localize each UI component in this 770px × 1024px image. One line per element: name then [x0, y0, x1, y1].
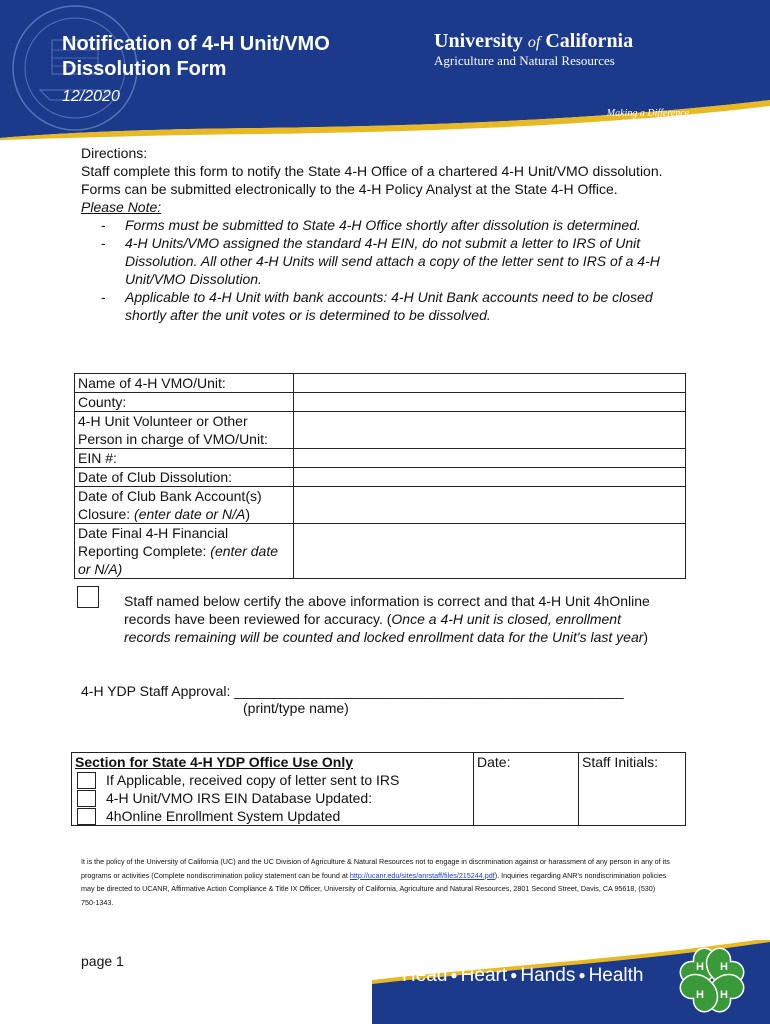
org-tagline [606, 108, 690, 130]
directions-body: Staff complete this form to notify the State 4-H Office of a chartered 4-H Unit/VMO dissolution. Forms can be submitted electronically to the 4-H Policy Analyst at the State 4-H Office. [81, 163, 663, 197]
table-row [75, 449, 686, 468]
field-label [75, 487, 294, 524]
office-initials-label: Staff Initials: [582, 754, 659, 770]
field-label-text: Date of Club Bank Account(s) Closure: [78, 488, 262, 522]
nondiscrimination-policy [81, 855, 671, 909]
policy-text-after: ). Inquiries regarding ANR's nondiscrimination policies may be directed to UCANR, Affirmative Action Compliance & Title IX Officer, University of California, Agriculture and Natural Resources, 2801 Second Street, Davis, CA 95618, (530) 750-1343. [81, 870, 667, 907]
table-row [75, 468, 686, 487]
directions-heading: Directions [81, 145, 144, 161]
bank-closure-field[interactable] [294, 487, 686, 524]
notes-list [81, 216, 681, 324]
banner-word: Hands [520, 965, 576, 986]
person-in-charge-field[interactable] [294, 412, 686, 449]
field-label: 4-H Unit Volunteer or Other Person in charge of VMO/Unit: [75, 412, 294, 449]
certification-after: ) [643, 629, 649, 645]
office-item-checkbox[interactable] [77, 808, 96, 825]
policy-link[interactable]: http://ucanr.edu/sites/anrstaff/files/215244.pdf [349, 870, 495, 880]
table-row [75, 487, 686, 524]
field-label [75, 524, 294, 579]
page-number: page 1 [81, 953, 124, 969]
field-label: EIN #: [75, 449, 294, 468]
certification-text [124, 592, 664, 646]
approval-label: 4-H YDP Staff Approval: [81, 683, 235, 699]
note-item: - Forms must be submitted to State 4-H Office shortly after dissolution is determined. [81, 216, 681, 234]
note-heading: Please Note: [81, 199, 162, 215]
table-row [75, 412, 686, 449]
tagline-line2: for California [620, 119, 676, 130]
office-initials-cell[interactable] [579, 753, 686, 826]
note-item: - Applicable to 4-H Unit with bank accounts: 4-H Unit Bank accounts need to be closed shortly after the unit votes or is determined to be dissolved. [81, 288, 681, 324]
field-label-hint: (enter date or N/A [134, 506, 246, 522]
table-row [75, 524, 686, 579]
table-row [75, 393, 686, 412]
org-division: Agriculture and Natural Resources [434, 53, 615, 68]
certification-main: Staff named below certify the above information is correct and that 4-H Unit 4hOnline records have been reviewed for accuracy. ( [124, 593, 650, 627]
office-item [75, 771, 470, 789]
unit-name-field[interactable] [294, 374, 686, 393]
table-row [72, 753, 686, 826]
office-item-checkbox[interactable] [77, 790, 96, 807]
4h-clover-icon [672, 940, 752, 1020]
field-label: Name of 4-H VMO/Unit: [75, 374, 294, 393]
org-name-of: of [527, 34, 541, 51]
directions-section: Directions: Staff complete this form to notify the State 4-H Office of a chartered 4-H Unit/VMO dissolution. Forms can be submitted electronically to the 4-H Policy Analyst at the State 4-H Office. Please Note: - Forms must be submitted to State 4-H Office shortly after dissolution is determined. - 4-H Units/VMO assigned the standard 4-H EIN, do not submit a letter to IRS of Unit Dissolution. All other 4-H Units will send attach a copy of the letter sent to IRS of a 4-H Unit/VMO Dissolution. - Applicable to 4-H Unit with bank accounts: 4-H Unit Bank accounts need to be closed shortly after the unit votes or is determined to be dissolved. [81, 144, 681, 324]
header-banner [0, 0, 770, 140]
office-item [75, 789, 470, 807]
clover-letter: H [720, 961, 728, 973]
field-label-text: Date Final 4-H Financial Reporting Complete: [78, 525, 229, 559]
policy-text: It is the policy of the University of California (UC) and the UC Division of Agriculture & Natural Resources not to engage in discrimination against or harassment of any person in any of its programs or activities (Complete nondiscrimination policy statement can be found at [81, 857, 670, 880]
staff-approval-line[interactable] [81, 682, 624, 700]
bullet-dot: ● [450, 968, 458, 982]
bullet-dot: ● [510, 968, 518, 982]
banner-word: Health [588, 965, 644, 986]
note-item: - 4-H Units/VMO assigned the standard 4-H EIN, do not submit a letter to IRS of Unit Dissolution. All other 4-H Units will send attach a copy of the letter sent to IRS of a 4-H Unit/VMO Dissolution. [81, 234, 681, 288]
banner-word: Head [402, 965, 448, 986]
field-label-after: ) [245, 506, 250, 522]
bullet-dot: ● [578, 968, 586, 982]
banner-word: Heart [460, 965, 508, 986]
approval-signature-line[interactable]: __________________________________________________ [234, 683, 624, 699]
org-name-part2: California [545, 30, 634, 52]
financial-reporting-field[interactable] [294, 524, 686, 579]
table-row [75, 374, 686, 393]
org-name [434, 30, 633, 53]
form-title-line1: Notification of 4-H Unit/VMO [62, 33, 330, 55]
office-items-cell [72, 753, 474, 826]
unit-info-table [74, 373, 686, 579]
form-title-line2: Dissolution Form [62, 58, 227, 80]
head-heart-hands-health [402, 965, 643, 987]
office-item-label: 4hOnline Enrollment System Updated [106, 808, 341, 824]
field-label-hint: (enter date or N/A) [78, 543, 279, 577]
form-date: 12/2020 [62, 88, 120, 105]
office-item-label: 4-H Unit/VMO IRS EIN Database Updated: [106, 790, 373, 806]
office-date-label: Date: [477, 754, 511, 770]
certify-checkbox[interactable] [77, 586, 99, 608]
county-field[interactable] [294, 393, 686, 412]
office-use-table [71, 752, 686, 826]
office-item-label: If Applicable, received copy of letter sent to IRS [106, 772, 400, 788]
certification-italic: Once a 4-H unit is closed, enrollment records remaining will be counted and locked enrollment data for the Unit's last year [124, 611, 644, 645]
ein-field[interactable] [294, 449, 686, 468]
form-title [62, 32, 330, 82]
office-item [75, 807, 470, 825]
tagline-line1: Making a Difference [606, 108, 690, 119]
clover-letter: H [720, 989, 728, 1001]
approval-sublabel: (print/type name) [243, 700, 349, 716]
org-name-part1: University [434, 30, 523, 52]
office-section-title: Section for State 4-H YDP Office Use Only [75, 754, 354, 770]
office-item-checkbox[interactable] [77, 772, 96, 789]
clover-letter: H [696, 961, 704, 973]
field-label: Date of Club Dissolution: [75, 468, 294, 487]
field-label: County: [75, 393, 294, 412]
office-date-cell[interactable] [474, 753, 579, 826]
clover-letter: H [696, 989, 704, 1001]
dissolution-date-field[interactable] [294, 468, 686, 487]
